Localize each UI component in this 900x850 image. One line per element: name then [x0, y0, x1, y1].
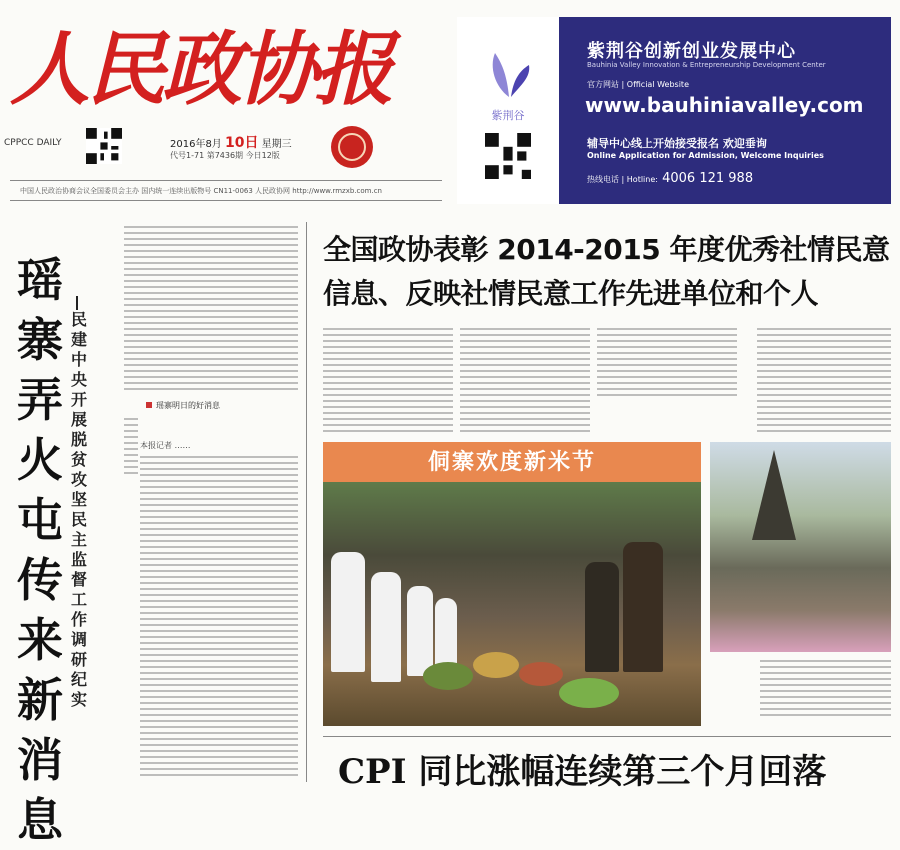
photo-caption — [760, 660, 891, 720]
main-headline-line1[interactable]: 全国政协表彰 2014-2015 年度优秀社情民意 — [323, 233, 890, 266]
photo-figure — [623, 542, 663, 672]
ad-hotline: 热线电话 | Hotline: 4006 121 988 — [587, 171, 754, 186]
byline: 本报记者 …… — [140, 441, 191, 450]
divider — [323, 736, 891, 737]
festival-photo[interactable] — [323, 482, 701, 726]
ad-title: 紫荆谷创新创业发展中心 — [587, 41, 796, 62]
qr-code-icon — [485, 133, 531, 179]
ad-url-link[interactable]: www.bauhiniavalley.com — [585, 93, 864, 117]
photo-figure — [407, 586, 433, 676]
masthead-latin: CPPCC DAILY — [4, 138, 62, 148]
issue-date: 2016年8月 10日 星期三 — [170, 135, 292, 151]
left-story-headline[interactable]: 瑶寨弄火屯传来新消息 — [17, 253, 63, 847]
photo-food — [519, 662, 563, 686]
ad-logo-text: 紫荆谷 — [491, 109, 525, 122]
article-body — [460, 328, 590, 434]
article-body — [757, 328, 891, 434]
newspaper-title: 人民政协报 — [10, 22, 390, 116]
ad-apply-text: 辅导中心线上开始接受报名 欢迎垂询 — [587, 137, 767, 150]
issue-number: 代号1-71 第7436期 今日12版 — [170, 151, 280, 160]
qr-code-icon — [86, 128, 122, 164]
column-divider — [306, 222, 307, 782]
ad-apply-text-en: Online Application for Admission, Welcome Inquiries — [587, 151, 824, 160]
advertisement[interactable] — [457, 17, 891, 204]
ad-logo-panel — [457, 17, 559, 204]
butterfly-logo-icon — [485, 47, 535, 103]
drum-tower — [752, 450, 796, 540]
subhead-dash — [76, 296, 78, 310]
divider — [10, 180, 442, 181]
photo-food — [423, 662, 473, 690]
divider — [10, 200, 442, 201]
photo-figure — [435, 598, 457, 668]
photo-figure — [585, 562, 619, 672]
photo-figure — [371, 572, 401, 682]
sponsor-line: 中国人民政治协商会议全国委员会主办 国内统一连续出版物号 CN11-0063 人民政协网 http://www.rmzxb.com.cn — [20, 187, 382, 195]
left-story-subhead: 民建中央开展脱贫攻坚民主监督工作调研纪实 — [70, 310, 87, 709]
main-headline-line2[interactable]: 信息、反映社情民意工作先进单位和个人 — [323, 277, 819, 310]
emblem-icon — [331, 126, 373, 168]
ad-subtitle: Bauhinia Valley Innovation & Entrepreneurship Development Center — [587, 61, 826, 69]
article-body — [140, 456, 298, 776]
photo-food — [559, 678, 619, 708]
masthead — [10, 14, 440, 134]
photo-figure — [331, 552, 365, 672]
article-body — [597, 328, 737, 400]
ad-site-label: 官方网站 | Official Website — [587, 80, 689, 89]
article-body — [124, 226, 298, 390]
column-label: 瑶寨明日的好消息 — [146, 400, 220, 411]
photo-food — [473, 652, 519, 678]
bottom-headline[interactable]: CPI 同比涨幅连续第三个月回落 — [338, 752, 827, 792]
photo-banner-title: 侗寨欢度新米节 — [427, 449, 596, 475]
article-body — [124, 418, 138, 478]
village-photo[interactable] — [710, 442, 891, 652]
article-body — [323, 328, 453, 434]
